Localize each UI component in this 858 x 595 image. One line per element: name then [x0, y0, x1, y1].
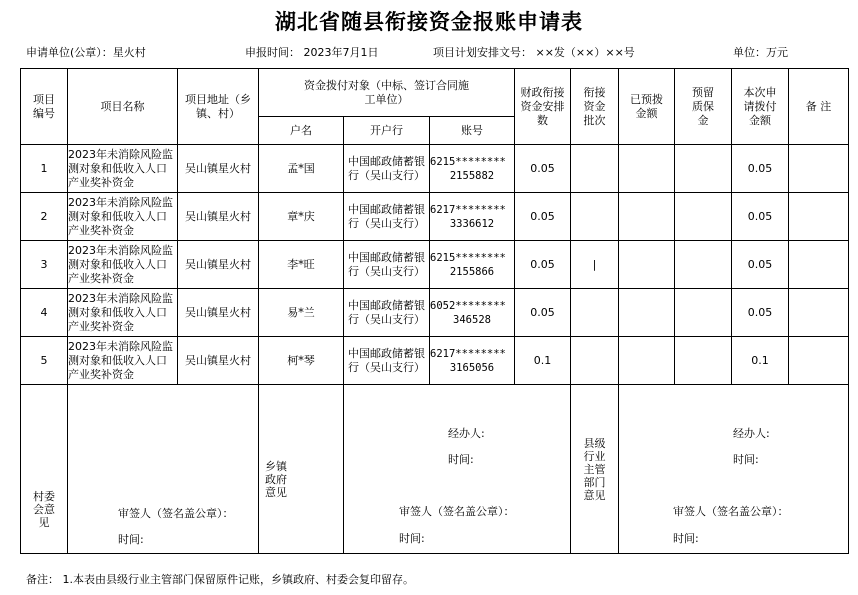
village-opinion-area	[68, 385, 259, 554]
account-holder: 孟*国	[259, 145, 344, 193]
table-row	[21, 289, 849, 337]
account-holder: 柯*琴	[259, 337, 344, 385]
project-address: 吴山镇星火村	[178, 145, 259, 193]
header-fiscal-amount: 财政衔接资金安排数	[515, 69, 571, 145]
current-amount: 0.05	[732, 145, 789, 193]
header-retention: 预留质保金	[675, 69, 732, 145]
table-row	[21, 145, 849, 193]
header-project-no: 项目编号	[21, 69, 68, 145]
prepaid-amount	[619, 145, 675, 193]
county-opinion-label: 县级行业主管部门意见	[571, 385, 619, 554]
town-signer: 审签人（签名盖公章）：	[399, 505, 515, 518]
project-name: 2023年未消除风险监测对象和低收入人口产业奖补资金	[68, 241, 178, 289]
header-project-address: 项目地址（乡镇、村）	[178, 69, 259, 145]
project-address: 吴山镇星火村	[178, 289, 259, 337]
fund-batch	[571, 289, 619, 337]
bank-name: 中国邮政储蓄银行（吴山支行）	[344, 145, 430, 193]
retention-amount	[675, 145, 732, 193]
bank-name: 中国邮政储蓄银行（吴山支行）	[344, 241, 430, 289]
fund-batch	[571, 337, 619, 385]
header-prepaid-amount: 已预拨金额	[619, 69, 675, 145]
account-number: 6217******** 3165056	[430, 337, 515, 385]
currency-unit: 单位：万元	[733, 46, 788, 59]
header-row-1	[21, 69, 849, 117]
header-project-name: 项目名称	[68, 69, 178, 145]
village-signer: 审签人（签名盖公章）：	[118, 507, 234, 520]
account-holder: 李*旺	[259, 241, 344, 289]
project-no: 3	[21, 241, 68, 289]
county-handler-time: 时间:	[733, 453, 759, 466]
county-signer: 审签人（签名盖公章）：	[673, 505, 789, 518]
account-holder: 章*庆	[259, 193, 344, 241]
applicant-unit: 申请单位(公章）：星火村	[26, 46, 146, 59]
fund-batch: |	[571, 241, 619, 289]
project-name: 2023年未消除风险监测对象和低收入人口产业奖补资金	[68, 145, 178, 193]
header-fund-batch: 衔接资金批次	[571, 69, 619, 145]
account-number: 6052******** 346528	[430, 289, 515, 337]
application-date: 申报时间： 2023年7月1日	[245, 46, 379, 59]
prepaid-amount	[619, 289, 675, 337]
fiscal-amount: 0.05	[515, 289, 571, 337]
project-name: 2023年未消除风险监测对象和低收入人口产业奖补资金	[68, 289, 178, 337]
header-current-amount: 本次申请拨付金额	[732, 69, 789, 145]
table-row	[21, 193, 849, 241]
fund-batch	[571, 193, 619, 241]
header-payment-target: 资金拨付对象（中标、签订合同施工单位）	[259, 69, 515, 117]
project-no: 4	[21, 289, 68, 337]
fund-batch	[571, 145, 619, 193]
bank-name: 中国邮政储蓄银行（吴山支行）	[344, 193, 430, 241]
fiscal-amount: 0.1	[515, 337, 571, 385]
plan-document-number: 项目计划安排文号： ××发（××）××号	[433, 46, 635, 59]
bank-name: 中国邮政储蓄银行（吴山支行）	[344, 289, 430, 337]
fiscal-amount: 0.05	[515, 193, 571, 241]
town-opinion-area	[344, 385, 571, 554]
retention-amount	[675, 193, 732, 241]
project-address: 吴山镇星火村	[178, 193, 259, 241]
town-time: 时间:	[399, 532, 425, 545]
form-title: 湖北省随县衔接资金报账申请表	[275, 10, 583, 34]
remark	[789, 193, 849, 241]
village-time: 时间:	[118, 533, 144, 546]
table-row	[21, 241, 849, 289]
remark	[789, 145, 849, 193]
town-handler-time: 时间:	[448, 453, 474, 466]
prepaid-amount	[619, 193, 675, 241]
project-no: 2	[21, 193, 68, 241]
current-amount: 0.1	[732, 337, 789, 385]
town-handler: 经办人:	[448, 427, 485, 440]
project-no: 5	[21, 337, 68, 385]
bank-name: 中国邮政储蓄银行（吴山支行）	[344, 337, 430, 385]
account-number: 6215******** 2155866	[430, 241, 515, 289]
signature-row	[21, 385, 849, 554]
header-remark: 备 注	[789, 69, 849, 145]
account-number: 6215******** 2155882	[430, 145, 515, 193]
remark	[789, 289, 849, 337]
current-amount: 0.05	[732, 289, 789, 337]
table-row	[21, 337, 849, 385]
remark	[789, 241, 849, 289]
project-name: 2023年未消除风险监测对象和低收入人口产业奖补资金	[68, 337, 178, 385]
footnote: 备注： 1.本表由县级行业主管部门保留原件记账，乡镇政府、村委会复印留存。	[26, 573, 414, 586]
reimbursement-table	[20, 68, 849, 554]
prepaid-amount	[619, 241, 675, 289]
remark	[789, 337, 849, 385]
header-household: 户名	[259, 117, 344, 145]
county-opinion-area	[619, 385, 849, 554]
county-handler: 经办人:	[733, 427, 770, 440]
fiscal-amount: 0.05	[515, 241, 571, 289]
project-address: 吴山镇星火村	[178, 241, 259, 289]
village-opinion-label: 村委会意见	[21, 385, 68, 554]
county-time: 时间:	[673, 532, 699, 545]
account-holder: 易*兰	[259, 289, 344, 337]
current-amount: 0.05	[732, 193, 789, 241]
project-address: 吴山镇星火村	[178, 337, 259, 385]
project-no: 1	[21, 145, 68, 193]
current-amount: 0.05	[732, 241, 789, 289]
project-name: 2023年未消除风险监测对象和低收入人口产业奖补资金	[68, 193, 178, 241]
retention-amount	[675, 337, 732, 385]
retention-amount	[675, 241, 732, 289]
retention-amount	[675, 289, 732, 337]
fiscal-amount: 0.05	[515, 145, 571, 193]
account-number: 6217******** 3336612	[430, 193, 515, 241]
header-account: 账号	[430, 117, 515, 145]
prepaid-amount	[619, 337, 675, 385]
town-opinion-label: 乡镇政府意见	[259, 385, 344, 554]
header-bank: 开户行	[344, 117, 430, 145]
